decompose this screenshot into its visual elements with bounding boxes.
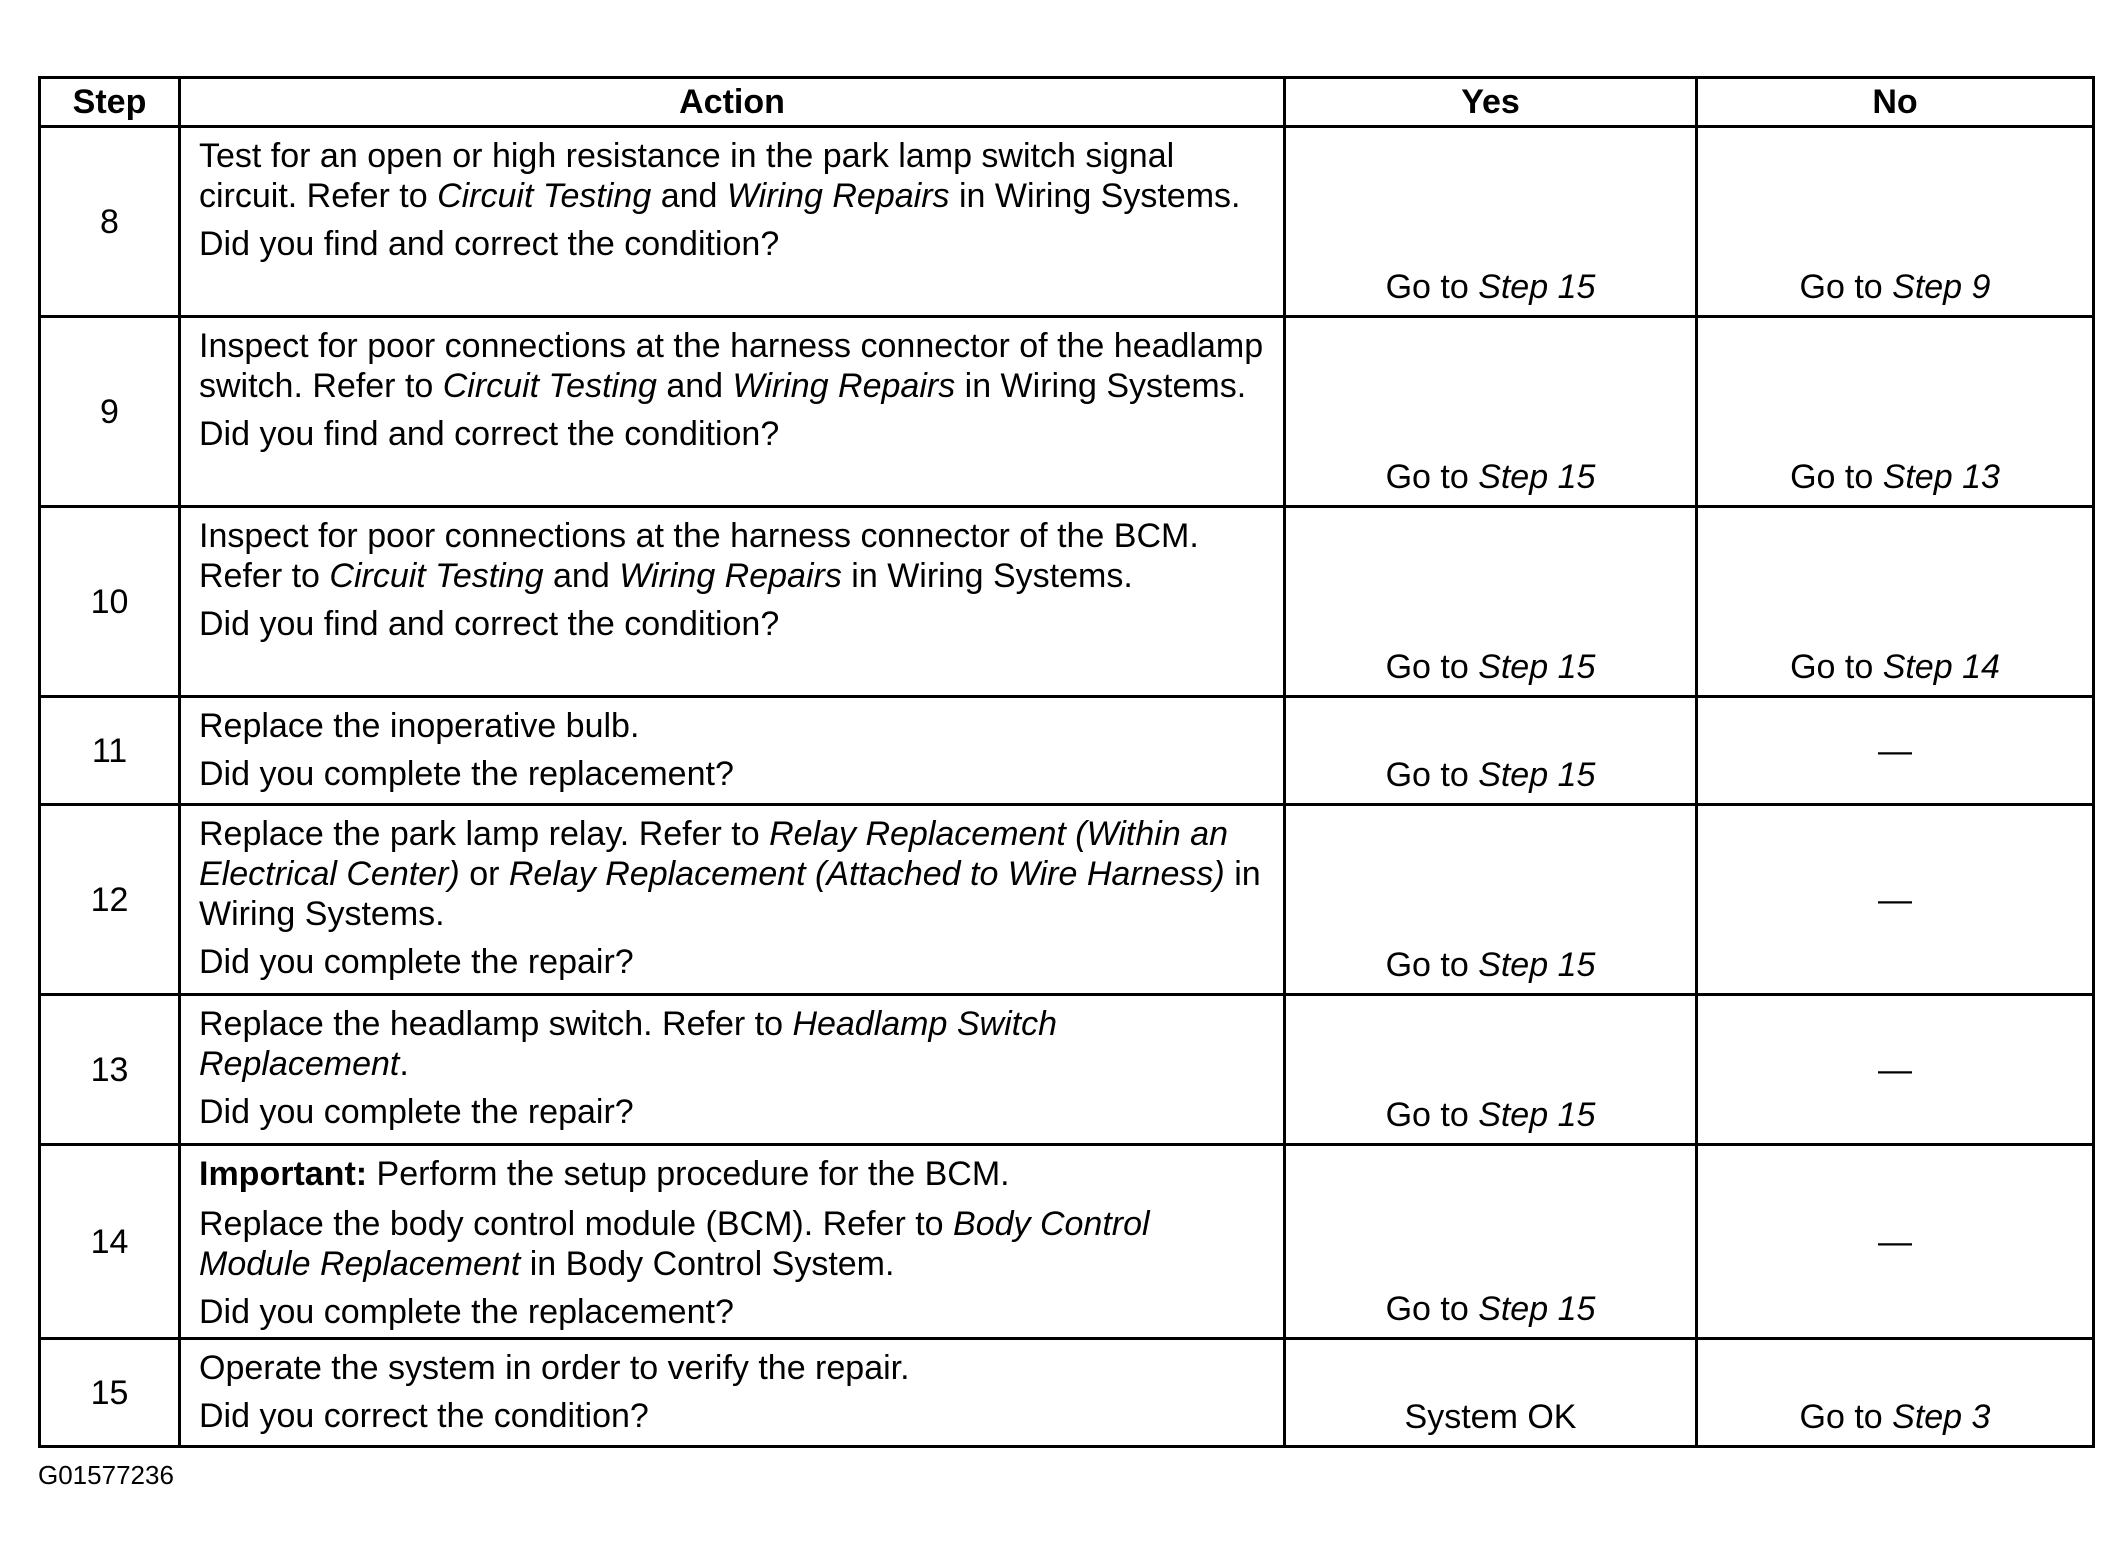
reference-link-text: Step 15: [1478, 946, 1596, 984]
action-cell: [180, 805, 1285, 995]
action-question: Did you complete the repair?: [199, 943, 634, 981]
no-result: [1697, 317, 2094, 507]
yes-result: [1285, 1339, 1697, 1447]
action-text: [199, 706, 1269, 746]
reference-link-text: Wiring Repairs: [726, 177, 950, 215]
figure-id: G01577236: [38, 1460, 174, 1490]
text-run: Go to: [1790, 458, 1883, 496]
text-run: Perform the setup procedure for the BCM.: [367, 1155, 1010, 1193]
action-question: Did you complete the replacement?: [199, 755, 734, 793]
reference-link-text: Wiring Repairs: [732, 367, 956, 405]
text-run: —: [1878, 1222, 1912, 1261]
table-row: [40, 1339, 2094, 1447]
text-run: Go to: [1385, 648, 1479, 686]
important-label: Important:: [199, 1155, 368, 1193]
no-result: [1697, 1145, 2094, 1339]
text-run: in Wiring Systems.: [949, 177, 1241, 215]
yes-result: [1285, 995, 1697, 1145]
reference-link-text: Step 13: [1882, 458, 2000, 496]
table-row: [40, 127, 2094, 317]
action-question: Did you find and correct the condition?: [199, 415, 780, 453]
table-row: [40, 995, 2094, 1145]
action-text: [199, 516, 1269, 596]
reference-link-text: Circuit Testing: [437, 177, 652, 215]
reference-link-text: Body Control Module Replacement: [199, 1205, 1150, 1283]
text-run: Go to: [1790, 648, 1883, 686]
reference-link-text: Step 15: [1478, 1096, 1596, 1134]
reference-link-text: Step 15: [1478, 268, 1596, 306]
text-run: Go to: [1385, 1096, 1479, 1134]
action-cell: [180, 995, 1285, 1145]
action-cell: [180, 697, 1285, 805]
text-run: Test for an open or high resistance in the park lamp switch signal circuit. Refer to: [199, 137, 1175, 215]
action-text: [199, 814, 1269, 934]
text-run: Go to: [1799, 268, 1893, 306]
action-question: Did you find and correct the condition?: [199, 605, 780, 643]
reference-link-text: Headlamp Switch Replacement: [199, 1005, 1057, 1083]
text-run: Go to: [1385, 458, 1479, 496]
no-result: [1697, 127, 2094, 317]
action-text: [199, 1004, 1269, 1084]
step-number: 9: [40, 317, 180, 507]
reference-link-text: Step 15: [1478, 756, 1596, 794]
step-number: 14: [40, 1145, 180, 1339]
text-run: Replace the park lamp relay. Refer to: [199, 815, 770, 853]
text-run: Inspect for poor connections at the harness connector of the headlamp switch. Refer to: [199, 327, 1264, 405]
text-run: System OK: [1404, 1398, 1577, 1436]
diagnostic-table: [38, 76, 2095, 1448]
header-yes: Yes: [1285, 78, 1697, 127]
action-text: [199, 1348, 1269, 1388]
text-run: and: [656, 367, 733, 405]
reference-link-text: Relay Replacement (Attached to Wire Harness): [508, 855, 1225, 893]
text-run: in Wiring Systems.: [955, 367, 1247, 405]
no-result: [1697, 805, 2094, 995]
action-question: Did you complete the repair?: [199, 1093, 634, 1131]
text-run: or: [459, 855, 509, 893]
step-number: 13: [40, 995, 180, 1145]
reference-link-text: Wiring Repairs: [619, 557, 842, 595]
reference-link-text: Step 15: [1478, 458, 1596, 496]
text-run: in Wiring Systems.: [841, 557, 1133, 595]
step-number: 11: [40, 697, 180, 805]
yes-result: [1285, 507, 1697, 697]
text-run: Inspect for poor connections at the harness connector of the BCM. Refer to: [199, 517, 1199, 595]
reference-link-text: Step 3: [1892, 1398, 1991, 1436]
action-question: Did you find and correct the condition?: [199, 225, 780, 263]
text-run: —: [1878, 731, 1912, 770]
reference-link-text: Step 14: [1882, 648, 2000, 686]
reference-link-text: Step 15: [1478, 1290, 1596, 1328]
action-cell: [180, 317, 1285, 507]
text-run: Go to: [1385, 1290, 1479, 1328]
yes-result: [1285, 805, 1697, 995]
table-row: [40, 317, 2094, 507]
table-row: [40, 697, 2094, 805]
action-cell: [180, 1145, 1285, 1339]
table-row: [40, 1145, 2094, 1339]
no-result: [1697, 995, 2094, 1145]
step-number: 15: [40, 1339, 180, 1447]
text-run: and: [651, 177, 727, 215]
header-no: No: [1697, 78, 2094, 127]
text-run: —: [1878, 880, 1912, 919]
header-step: Step: [40, 78, 180, 127]
text-run: Go to: [1385, 946, 1479, 984]
text-run: Go to: [1385, 268, 1479, 306]
reference-link-text: Circuit Testing: [329, 557, 544, 595]
yes-result: [1285, 1145, 1697, 1339]
action-cell: [180, 1339, 1285, 1447]
table-row: [40, 805, 2094, 995]
no-result: [1697, 697, 2094, 805]
text-run: Replace the inoperative bulb.: [199, 707, 640, 745]
step-number: 8: [40, 127, 180, 317]
important-note: [199, 1154, 1269, 1194]
text-run: in Wiring Systems.: [199, 855, 1261, 933]
text-run: Operate the system in order to verify the repair.: [199, 1349, 910, 1387]
action-cell: [180, 507, 1285, 697]
text-run: —: [1878, 1050, 1912, 1089]
text-run: Replace the headlamp switch. Refer to: [199, 1005, 793, 1043]
step-number: 10: [40, 507, 180, 697]
reference-link-text: Step 9: [1892, 268, 1991, 306]
yes-result: [1285, 697, 1697, 805]
text-run: in Body Control System.: [520, 1245, 895, 1283]
no-result: [1697, 1339, 2094, 1447]
action-text: [199, 1204, 1269, 1284]
reference-link-text: Relay Replacement (Within an Electrical Center): [199, 815, 1228, 893]
text-run: Replace the body control module (BCM). Refer to: [199, 1205, 954, 1243]
action-cell: [180, 127, 1285, 317]
action-question: Did you correct the condition?: [199, 1397, 649, 1435]
text-run: and: [543, 557, 620, 595]
yes-result: [1285, 317, 1697, 507]
table-body: [40, 127, 2094, 1447]
text-run: Go to: [1385, 756, 1479, 794]
no-result: [1697, 507, 2094, 697]
yes-result: [1285, 127, 1697, 317]
text-run: .: [399, 1045, 409, 1083]
action-question: Did you complete the replacement?: [199, 1293, 734, 1331]
text-run: Go to: [1799, 1398, 1893, 1436]
reference-link-text: Step 15: [1478, 648, 1596, 686]
step-number: 12: [40, 805, 180, 995]
header-action: Action: [180, 78, 1285, 127]
table-row: [40, 507, 2094, 697]
action-text: [199, 136, 1269, 216]
reference-link-text: Circuit Testing: [442, 367, 657, 405]
header-row: [40, 78, 2094, 127]
action-text: [199, 326, 1269, 406]
